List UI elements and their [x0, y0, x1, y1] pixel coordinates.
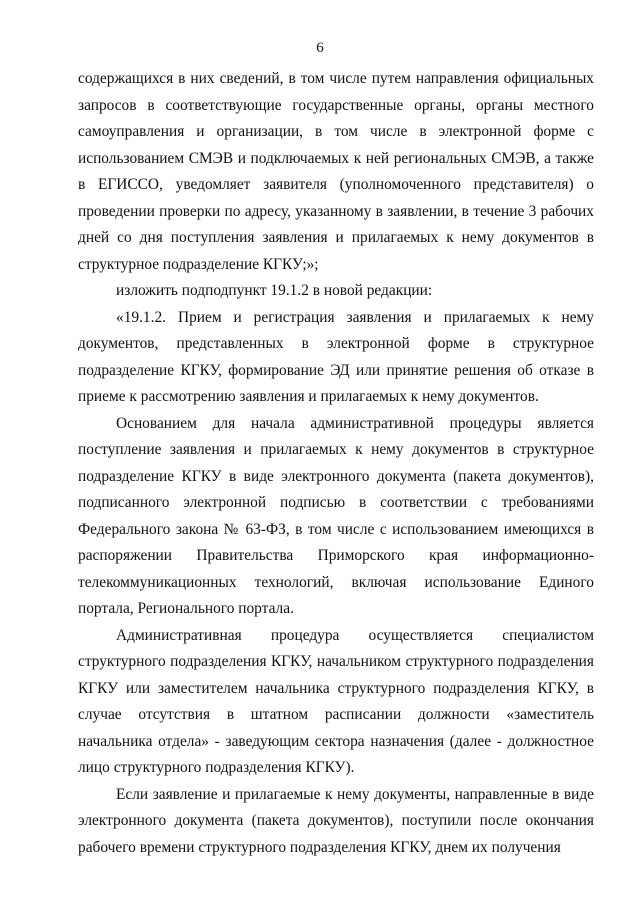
page-number: 6 [316, 40, 324, 56]
paragraph-basis: Основанием для начала административной процедуры является поступление заявления и прилагаемых к нему документов в структурное подразделение КГКУ в виде электронного документа (пакета документов), подписанного электронной подписью в соответствии с требованиями Федерального закона № 63-ФЗ, в том числе с использованием имеющихся в распоряжении Правительства Приморского края информационно-телекоммуникационных технологий, включая использование Единого портала, Регионального портала. [78, 414, 594, 617]
paragraph-after-hours: Если заявление и прилагаемые к нему документы, направленные в виде электронного документа (пакета документов), поступили после окончания рабочего времени структурного подразделения КГКУ, днем их получения [78, 785, 594, 856]
paragraph-continuation: содержащихся в них сведений, в том числе путем направления официальных запросов в соответствующие государственные органы, органы местного самоуправления и организации, в том числе в электронной форме с использованием СМЭВ и подключаемых к ней региональных СМЭВ, а также в ЕГИССО, уведомляет заявителя (уполномоченного представителя) о проведении проверки по адресу, указанному в заявлении, в течение 3 рабочих дней со дня поступления заявления и прилагаемых к нему документов в структурное подразделение КГКУ;»; [78, 70, 594, 273]
document-body [78, 66, 594, 861]
paragraph-amendment-instruction: изложить подподпункт 19.1.2 в новой редакции: [116, 282, 433, 299]
paragraph-subclause-19-1-2: «19.1.2. Прием и регистрация заявления и прилагаемых к нему документов, представленных в электронной форме в структурное подразделение КГКУ, формирование ЭД или принятие решения об отказе в приеме к рассмотрению заявления и прилагаемых к нему документов. [78, 308, 594, 405]
paragraph-responsible-officials: Административная процедура осуществляется специалистом структурного подразделения КГКУ, начальником структурного подразделения КГКУ или заместителем начальника структурного подразделения КГКУ, в случае отсутствия в штатном расписании должности «заместитель начальника отдела» - заведующим сектора назначения (далее - должностное лицо структурного подразделения КГКУ). [78, 626, 594, 776]
